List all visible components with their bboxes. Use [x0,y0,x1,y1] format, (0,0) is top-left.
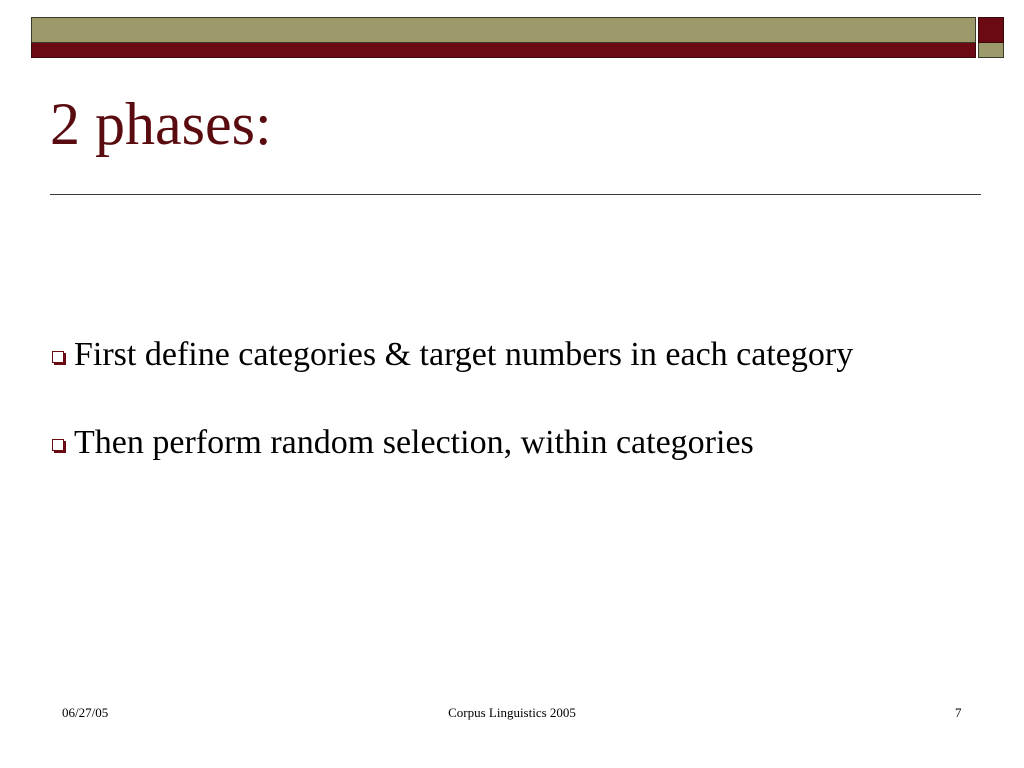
header-band-maroon [31,43,976,58]
bullet-item [50,334,930,376]
title-divider [50,194,981,195]
bullet-text: First define categories & target numbers in each category [74,336,854,373]
header-corner-olive-square [978,43,1004,58]
bullet-list [50,334,930,510]
footer-page-number: 7 [955,705,962,720]
footer-title: Corpus Linguistics 2005 [448,705,576,720]
header-band-olive [31,17,976,43]
bullet-item [50,422,930,464]
footer-date: 06/27/05 [62,705,109,720]
bullet-text: Then perform random selection, within categories [74,424,754,461]
slide-title: 2 phases: [50,91,272,157]
hollow-square-bullet-icon [52,351,64,363]
hollow-square-bullet-icon [52,439,64,451]
header-corner-maroon-square [978,17,1004,43]
